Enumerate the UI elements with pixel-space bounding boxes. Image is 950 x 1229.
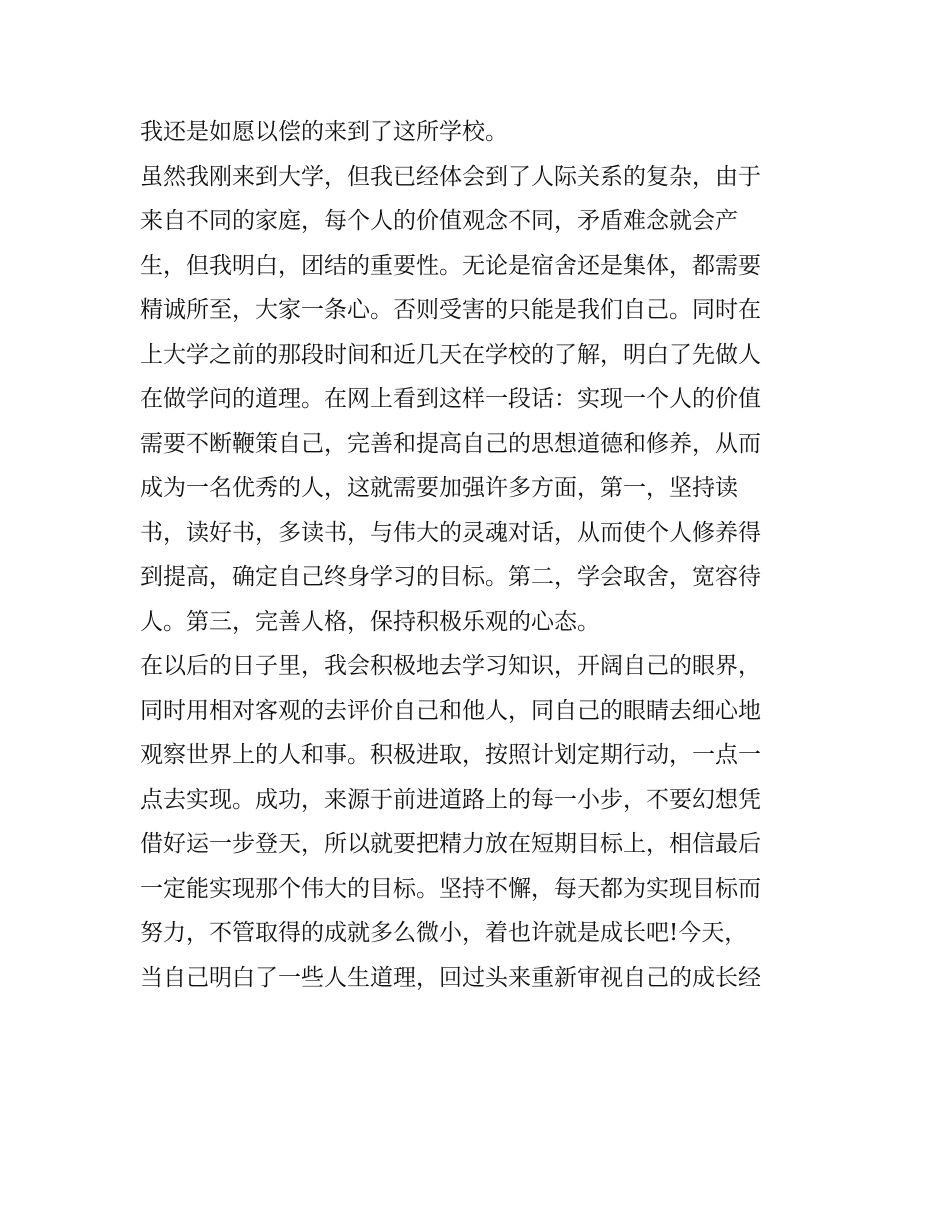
text-line: 点去实现。成功，来源于前进道路上的每一小步，不要幻想凭 [140, 786, 761, 813]
text-line: 努力，不管取得的成就多么微小，着也许就是成长吧!今天， [140, 920, 748, 946]
body-text [140, 110, 820, 1000]
text-line: 在以后的日子里，我会积极地去学习知识，开阔自己的眼界， [140, 653, 761, 679]
text-line: 生，但我明白，团结的重要性。无论是宿舍还是集体，都需要 [140, 252, 761, 279]
text-line: 同时用相对客观的去评价自己和他人，同自己的眼睛去细心地 [140, 697, 761, 724]
text-line: 成为一名优秀的人，这就需要加强许多方面，第一，坚持读 [140, 475, 738, 501]
text-line: 当自己明白了一些人生道理，回过头来重新审视自己的成长经 [140, 964, 761, 991]
text-line: 在做学问的道理。在网上看到这样一段话：实现一个人的价值 [140, 386, 761, 412]
text-line: 我还是如愿以偿的来到了这所学校。 [140, 119, 508, 145]
text-line: 借好运一步登天，所以就要把精力放在短期目标上，相信最后 [140, 831, 761, 857]
text-line: 书，读好书，多读书，与伟大的灵魂对话，从而使个人修养得 [140, 519, 761, 546]
text-line: 观察世界上的人和事。积极进取，按照计划定期行动，一点一 [140, 742, 761, 768]
text-line: 人。第三，完善人格，保持积极乐观的心态。 [140, 608, 600, 635]
text-line: 来自不同的家庭，每个人的价值观念不同，矛盾难念就会产 [140, 208, 738, 234]
text-line: 一定能实现那个伟大的目标。坚持不懈，每天都为实现目标而 [140, 875, 761, 902]
text-line: 精诚所至，大家一条心。否则受害的只能是我们自己。同时在 [140, 297, 761, 323]
text-line: 上大学之前的那段时间和近几天在学校的了解，明白了先做人 [140, 341, 761, 368]
text-line: 需要不断鞭策自己，完善和提高自己的思想道德和修养，从而 [140, 430, 761, 457]
text-line: 虽然我刚来到大学，但我已经体会到了人际关系的复杂，由于 [140, 163, 761, 190]
text-line: 到提高，确定自己终身学习的目标。第二，学会取舍，宽容待 [140, 564, 761, 590]
